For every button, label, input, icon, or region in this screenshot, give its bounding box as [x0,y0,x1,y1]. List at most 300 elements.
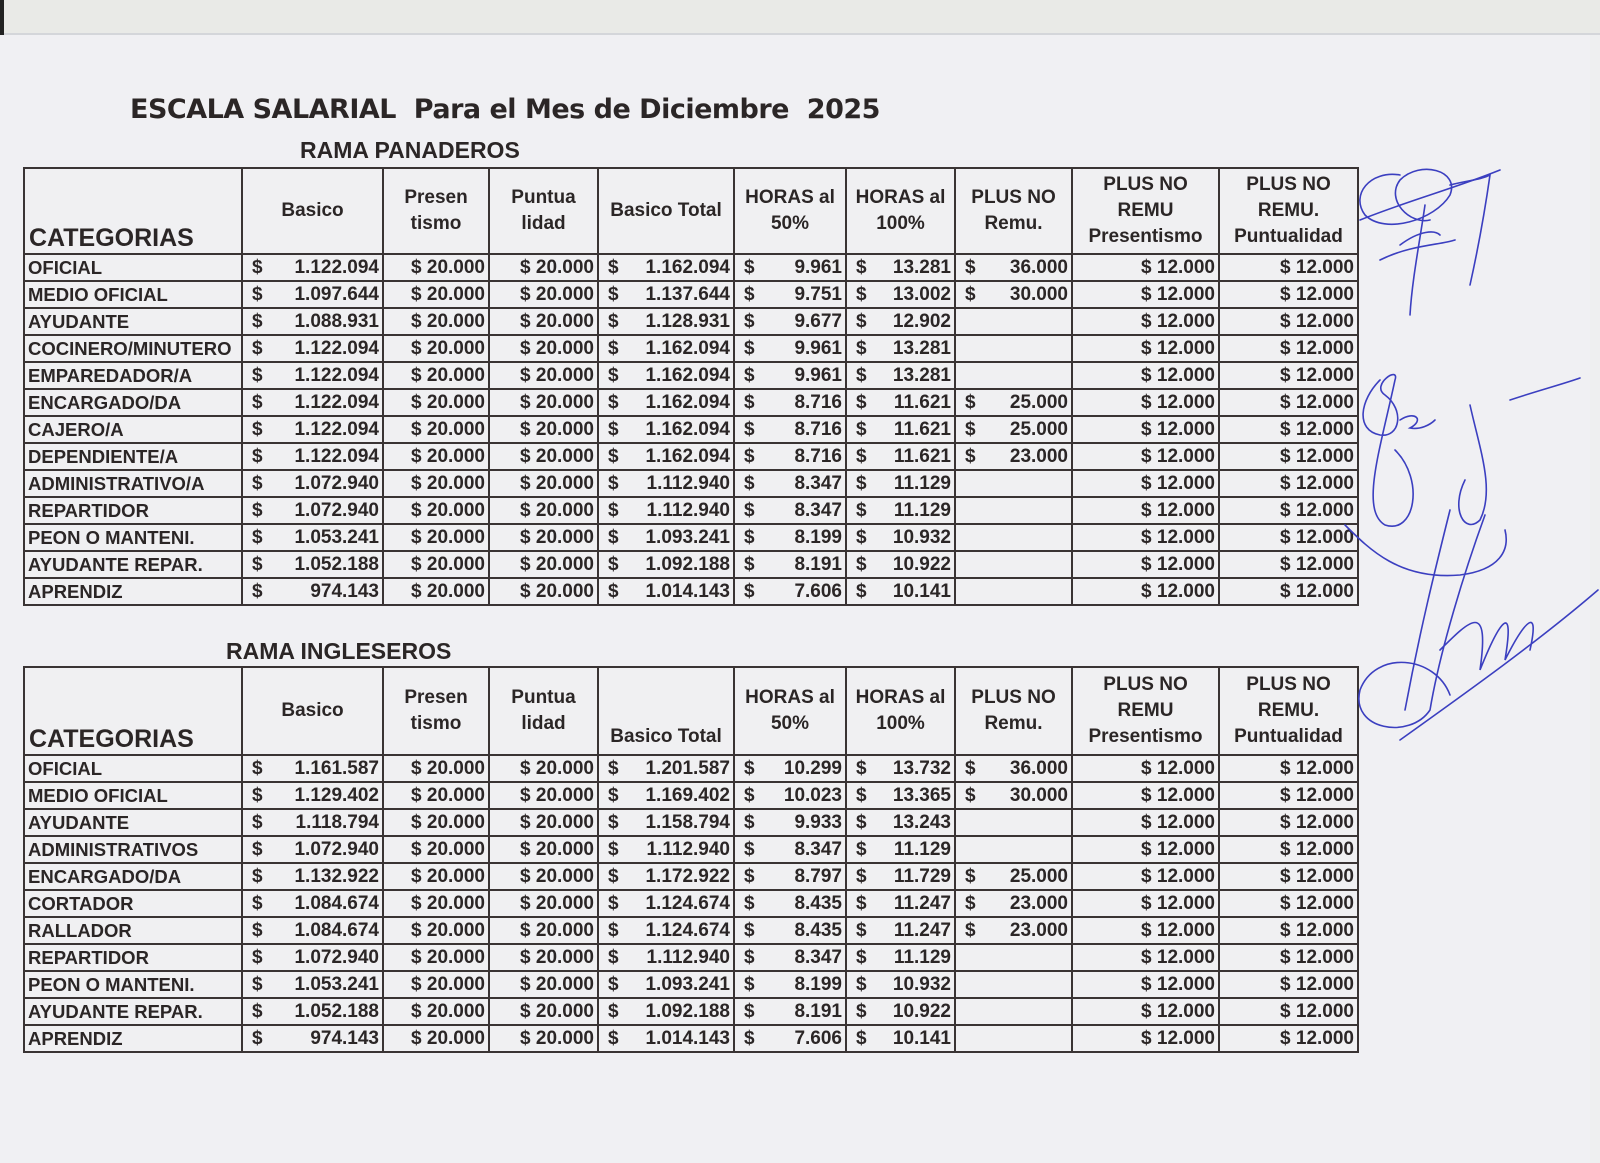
cell-horas-100 [846,917,955,944]
cell-value: 20.000 [535,392,594,413]
cell-categoria: REPARTIDOR [24,944,242,971]
cell-value: 1.072.940 [294,947,379,968]
cell-plus-puntualidad [1219,890,1358,917]
currency-symbol: $ [965,257,976,278]
cell-horas-100 [846,755,955,782]
cell-horas-50 [734,809,846,836]
cell-value: 1.112.940 [646,500,730,521]
cell-plus-presentismo [1072,890,1219,917]
cell-plus-puntualidad [1219,308,1358,335]
table-row [24,917,1358,944]
cell-value: 20.000 [426,500,485,521]
table-row [24,416,1358,443]
currency-symbol: $ [856,581,867,602]
cell-categoria: MEDIO OFICIAL [24,782,242,809]
currency-symbol: $ [1141,758,1152,779]
cell-value: 12.000 [1156,365,1215,386]
cell-basico [242,524,383,551]
cell-basico-total [598,809,734,836]
currency-symbol: $ [411,839,422,860]
cell-plus-presentismo [1072,578,1219,605]
currency-symbol: $ [252,419,263,440]
cell-value: 12.000 [1295,974,1354,995]
cell-plus-puntualidad [1219,416,1358,443]
currency-symbol: $ [1141,581,1152,602]
cell-value: 20.000 [426,554,485,575]
cell-value: 1.158.794 [645,812,730,833]
cell-value: 12.000 [1156,311,1215,332]
currency-symbol: $ [411,500,422,521]
cell-plus-no-remu [955,416,1072,443]
currency-symbol: $ [520,866,531,887]
currency-symbol: $ [252,392,263,413]
cell-value: 13.732 [892,758,951,779]
cell-horas-50 [734,308,846,335]
currency-symbol: $ [1141,1028,1152,1049]
header-plus-presentismo: PLUS NO REMU Presentismo [1072,168,1219,254]
cell-value: 10.922 [892,1001,951,1022]
currency-symbol: $ [520,758,531,779]
currency-symbol: $ [856,1028,867,1049]
currency-symbol: $ [608,284,619,305]
cell-value: 13.002 [892,284,951,305]
header-categorias: CATEGORIAS [24,667,242,755]
currency-symbol: $ [965,392,976,413]
cell-value: 974.143 [310,581,379,602]
currency-symbol: $ [1280,893,1291,914]
currency-symbol: $ [252,839,263,860]
currency-symbol: $ [856,866,867,887]
cell-value: 12.902 [892,311,951,332]
cell-basico [242,308,383,335]
cell-value: 1.162.094 [645,365,730,386]
cell-presentismo [383,755,489,782]
currency-symbol: $ [1141,500,1152,521]
currency-symbol: $ [608,257,619,278]
cell-horas-50 [734,524,846,551]
table-row [24,524,1358,551]
currency-symbol: $ [1280,473,1291,494]
cell-value: 20.000 [535,446,594,467]
currency-symbol: $ [608,866,619,887]
cell-plus-no-remu [955,470,1072,497]
table-row [24,1025,1358,1052]
cell-value: 12.000 [1295,920,1354,941]
cell-value: 12.000 [1156,758,1215,779]
cell-value: 11.129 [893,473,951,494]
currency-symbol: $ [1141,785,1152,806]
cell-value: 10.141 [892,581,951,602]
cell-plus-puntualidad [1219,362,1358,389]
cell-value: 12.000 [1156,581,1215,602]
currency-symbol: $ [744,554,755,575]
cell-categoria: EMPAREDADOR/A [24,362,242,389]
cell-value: 20.000 [535,1001,594,1022]
cell-horas-100 [846,308,955,335]
cell-presentismo [383,863,489,890]
cell-categoria: RALLADOR [24,917,242,944]
cell-horas-50 [734,782,846,809]
cell-categoria: COCINERO/MINUTERO [24,335,242,362]
currency-symbol: $ [1280,257,1291,278]
cell-horas-100 [846,578,955,605]
currency-symbol: $ [856,527,867,548]
cell-basico [242,890,383,917]
cell-value: 30.000 [1009,785,1068,806]
cell-value: 12.000 [1156,446,1215,467]
header-basico-total: Basico Total [598,667,734,755]
cell-plus-puntualidad [1219,998,1358,1025]
cell-plus-no-remu [955,524,1072,551]
currency-symbol: $ [1280,812,1291,833]
currency-symbol: $ [856,947,867,968]
cell-puntualidad [489,308,598,335]
cell-horas-50 [734,863,846,890]
currency-symbol: $ [608,920,619,941]
currency-symbol: $ [411,257,422,278]
cell-basico [242,254,383,281]
currency-symbol: $ [520,446,531,467]
cell-puntualidad [489,470,598,497]
currency-symbol: $ [252,581,263,602]
table-row [24,755,1358,782]
cell-categoria: PEON O MANTENI. [24,971,242,998]
cell-basico [242,443,383,470]
cell-value: 1.122.094 [294,365,379,386]
cell-horas-100 [846,335,955,362]
cell-value: 20.000 [426,284,485,305]
cell-horas-100 [846,362,955,389]
cell-value: 12.000 [1295,257,1354,278]
currency-symbol: $ [965,785,976,806]
cell-value: 13.365 [892,785,951,806]
cell-puntualidad [489,971,598,998]
table-row [24,551,1358,578]
cell-horas-100 [846,1025,955,1052]
cell-categoria: ENCARGADO/DA [24,863,242,890]
cell-value: 20.000 [426,527,485,548]
cell-plus-no-remu [955,389,1072,416]
cell-value: 12.000 [1156,392,1215,413]
cell-value: 20.000 [535,866,594,887]
cell-value: 12.000 [1156,947,1215,968]
cell-value: 20.000 [535,284,594,305]
cell-puntualidad [489,578,598,605]
cell-presentismo [383,578,489,605]
cell-horas-50 [734,836,846,863]
cell-value: 12.000 [1295,758,1354,779]
cell-value: 11.621 [893,446,951,467]
cell-plus-presentismo [1072,254,1219,281]
cell-plus-puntualidad [1219,470,1358,497]
currency-symbol: $ [1141,446,1152,467]
cell-basico [242,755,383,782]
cell-horas-100 [846,863,955,890]
cell-plus-presentismo [1072,755,1219,782]
currency-symbol: $ [856,893,867,914]
cell-plus-presentismo [1072,443,1219,470]
cell-presentismo [383,308,489,335]
cell-basico [242,497,383,524]
cell-categoria: OFICIAL [24,254,242,281]
cell-plus-presentismo [1072,944,1219,971]
cell-value: 12.000 [1156,839,1215,860]
cell-categoria: PEON O MANTENI. [24,524,242,551]
cell-horas-100 [846,998,955,1025]
cell-plus-presentismo [1072,917,1219,944]
cell-value: 1.072.940 [294,473,379,494]
currency-symbol: $ [1280,581,1291,602]
currency-symbol: $ [1141,338,1152,359]
cell-value: 13.281 [892,257,951,278]
cell-presentismo [383,281,489,308]
currency-symbol: $ [1280,1001,1291,1022]
currency-symbol: $ [856,365,867,386]
currency-symbol: $ [856,473,867,494]
currency-symbol: $ [608,446,619,467]
cell-value: 20.000 [535,839,594,860]
cell-horas-50 [734,443,846,470]
cell-plus-presentismo [1072,1025,1219,1052]
cell-value: 11.729 [893,866,951,887]
cell-horas-100 [846,443,955,470]
currency-symbol: $ [608,839,619,860]
cell-value: 20.000 [535,473,594,494]
currency-symbol: $ [520,500,531,521]
currency-symbol: $ [744,527,755,548]
cell-plus-no-remu [955,917,1072,944]
cell-value: 20.000 [535,257,594,278]
currency-symbol: $ [1141,527,1152,548]
cell-basico-total [598,497,734,524]
cell-value: 1.072.940 [294,839,379,860]
cell-basico-total [598,254,734,281]
cell-plus-no-remu [955,1025,1072,1052]
currency-symbol: $ [856,974,867,995]
cell-value: 8.716 [794,446,842,467]
cell-value: 25.000 [1009,866,1068,887]
currency-symbol: $ [411,947,422,968]
currency-symbol: $ [520,338,531,359]
currency-symbol: $ [744,785,755,806]
cell-value: 9.933 [794,812,842,833]
cell-presentismo [383,416,489,443]
currency-symbol: $ [856,758,867,779]
table-row [24,782,1358,809]
cell-horas-50 [734,971,846,998]
currency-symbol: $ [965,284,976,305]
cell-value: 1.122.094 [294,419,379,440]
currency-symbol: $ [520,839,531,860]
cell-presentismo [383,389,489,416]
cell-categoria: REPARTIDOR [24,497,242,524]
currency-symbol: $ [744,920,755,941]
currency-symbol: $ [856,554,867,575]
table-rama-panaderos [23,167,1359,606]
cell-value: 20.000 [426,581,485,602]
currency-symbol: $ [252,473,263,494]
document-title: ESCALA SALARIAL Para el Mes de Diciembre 2025 [130,94,880,125]
cell-plus-presentismo [1072,863,1219,890]
table-row [24,335,1358,362]
cell-value: 1.052.188 [294,554,379,575]
cell-value: 8.716 [794,392,842,413]
currency-symbol: $ [1280,392,1291,413]
cell-value: 10.141 [892,1028,951,1049]
currency-symbol: $ [520,419,531,440]
cell-value: 20.000 [535,527,594,548]
currency-symbol: $ [411,812,422,833]
cell-value: 1.088.931 [294,311,379,332]
table-row [24,944,1358,971]
cell-value: 20.000 [535,893,594,914]
cell-plus-presentismo [1072,971,1219,998]
cell-categoria: CORTADOR [24,890,242,917]
cell-value: 12.000 [1295,785,1354,806]
table-row [24,443,1358,470]
cell-plus-no-remu [955,335,1072,362]
currency-symbol: $ [411,1001,422,1022]
cell-horas-50 [734,335,846,362]
currency-symbol: $ [520,311,531,332]
cell-presentismo [383,254,489,281]
cell-presentismo [383,443,489,470]
cell-plus-no-remu [955,497,1072,524]
cell-basico [242,1025,383,1052]
cell-value: 1.092.188 [645,554,730,575]
cell-presentismo [383,917,489,944]
cell-value: 20.000 [535,500,594,521]
currency-symbol: $ [608,365,619,386]
cell-value: 12.000 [1156,1028,1215,1049]
currency-symbol: $ [608,1001,619,1022]
cell-value: 36.000 [1009,257,1068,278]
scan-top-strip [0,0,1600,35]
cell-value: 12.000 [1295,338,1354,359]
currency-symbol: $ [520,1028,531,1049]
cell-value: 1.122.094 [294,392,379,413]
currency-symbol: $ [411,974,422,995]
cell-value: 10.023 [783,785,842,806]
cell-plus-puntualidad [1219,497,1358,524]
table-row [24,971,1358,998]
header-horas-50: HORAS al 50% [734,667,846,755]
table-row [24,308,1358,335]
cell-value: 12.000 [1295,365,1354,386]
cell-categoria: ENCARGADO/DA [24,389,242,416]
currency-symbol: $ [1141,893,1152,914]
currency-symbol: $ [608,893,619,914]
cell-horas-100 [846,254,955,281]
cell-plus-puntualidad [1219,551,1358,578]
currency-symbol: $ [520,812,531,833]
cell-plus-no-remu [955,443,1072,470]
cell-value: 20.000 [535,947,594,968]
cell-categoria: APRENDIZ [24,578,242,605]
currency-symbol: $ [744,866,755,887]
cell-basico-total [598,863,734,890]
cell-value: 20.000 [426,365,485,386]
cell-puntualidad [489,1025,598,1052]
currency-symbol: $ [856,1001,867,1022]
currency-symbol: $ [608,527,619,548]
cell-value: 36.000 [1009,758,1068,779]
table-row [24,578,1358,605]
currency-symbol: $ [1280,920,1291,941]
currency-symbol: $ [252,920,263,941]
currency-symbol: $ [856,785,867,806]
cell-puntualidad [489,917,598,944]
cell-value: 8.347 [794,500,842,521]
cell-presentismo [383,524,489,551]
cell-value: 1.122.094 [294,257,379,278]
cell-basico-total [598,836,734,863]
currency-symbol: $ [856,311,867,332]
cell-value: 13.243 [892,812,951,833]
currency-symbol: $ [744,839,755,860]
cell-plus-no-remu [955,809,1072,836]
cell-categoria: APRENDIZ [24,1025,242,1052]
header-plus-puntualidad: PLUS NO REMU. Puntualidad [1219,168,1358,254]
cell-basico-total [598,443,734,470]
cell-value: 12.000 [1295,419,1354,440]
table-row [24,497,1358,524]
cell-value: 20.000 [535,338,594,359]
header-categorias: CATEGORIAS [24,168,242,254]
table-row [24,254,1358,281]
cell-horas-50 [734,755,846,782]
cell-value: 20.000 [426,758,485,779]
currency-symbol: $ [1280,1028,1291,1049]
cell-value: 1.162.094 [645,419,730,440]
currency-symbol: $ [744,419,755,440]
cell-value: 12.000 [1156,893,1215,914]
cell-value: 11.247 [893,893,951,914]
currency-symbol: $ [411,785,422,806]
currency-symbol: $ [252,758,263,779]
currency-symbol: $ [411,527,422,548]
cell-value: 10.922 [892,554,951,575]
cell-horas-50 [734,1025,846,1052]
cell-horas-100 [846,809,955,836]
header-presentismo: Presen tismo [383,168,489,254]
currency-symbol: $ [252,257,263,278]
cell-value: 1.093.241 [645,974,730,995]
cell-horas-100 [846,782,955,809]
cell-plus-puntualidad [1219,524,1358,551]
currency-symbol: $ [856,392,867,413]
cell-value: 12.000 [1295,1028,1354,1049]
cell-value: 20.000 [535,758,594,779]
cell-value: 20.000 [535,974,594,995]
cell-puntualidad [489,497,598,524]
header-plus-no-remu: PLUS NO Remu. [955,667,1072,755]
cell-plus-presentismo [1072,308,1219,335]
currency-symbol: $ [856,338,867,359]
currency-symbol: $ [744,1001,755,1022]
cell-value: 20.000 [426,1028,485,1049]
cell-value: 1.052.188 [294,1001,379,1022]
cell-value: 12.000 [1156,812,1215,833]
header-presentismo: Presen tismo [383,667,489,755]
cell-value: 25.000 [1009,392,1068,413]
cell-value: 1.053.241 [294,527,379,548]
cell-plus-puntualidad [1219,254,1358,281]
currency-symbol: $ [608,785,619,806]
currency-symbol: $ [1280,947,1291,968]
cell-value: 1.053.241 [294,974,379,995]
cell-value: 20.000 [535,581,594,602]
